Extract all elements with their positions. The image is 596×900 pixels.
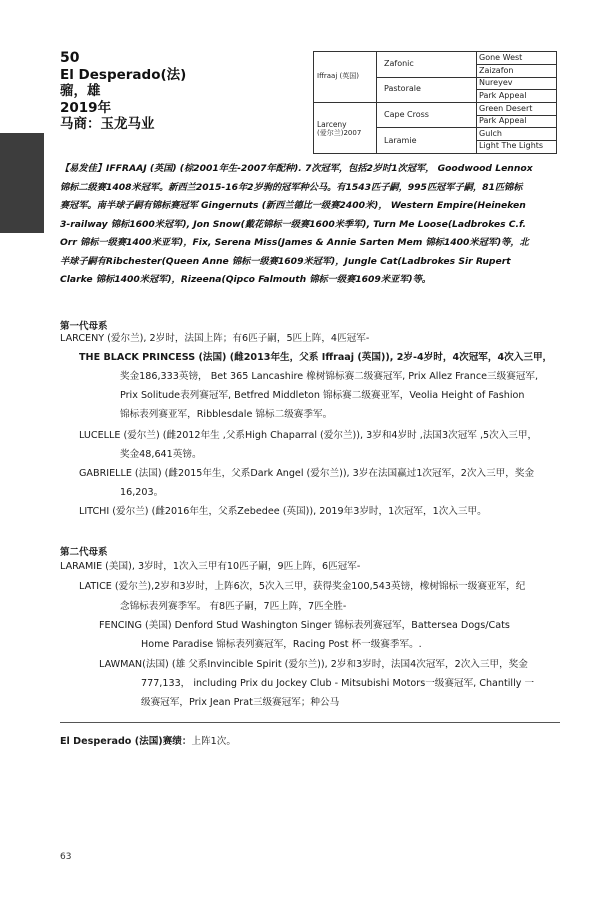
page-number: 63: [60, 852, 72, 862]
intro-line: 赛冠军。南半球子嗣有锦标赛冠军 Gingernuts (新西兰德比一级赛2400米)， Western Empire(Heineken: [60, 200, 526, 211]
first-dam-line: 奖金48,641英镑。: [120, 449, 202, 460]
pedigree-gen3-5: Green Desert: [479, 104, 533, 113]
first-dam-line: Prix Solitude表列赛冠军, Betfred Middleton 锦标赛二级赛亚军，Veolia Height of Fashion: [120, 390, 525, 401]
lot-number: 50: [60, 50, 80, 66]
pedigree-dam-sire: Cape Cross: [384, 110, 429, 119]
first-dam-line: LITCHI (爱尔兰) (雌2016年生，父系Zebedee (英国)), 2019年3岁时，1次冠军，1次入三甲。: [79, 506, 487, 517]
race-record: [60, 733, 236, 752]
pedigree-table: [313, 51, 557, 154]
intro-line: Clarke 锦标1400米冠军)，Rizeena(Qipco Falmouth 锦标一级赛1609米亚军)等。: [60, 274, 431, 285]
intro-line: Orr 锦标一级赛1400米亚军)，Fix, Serena Miss(James & Annie Sarten Mem 锦标1400米冠军)等，北: [60, 237, 529, 248]
pedigree-sire-dam: Pastorale: [384, 84, 421, 93]
horse-header: [60, 50, 186, 133]
side-tab: [0, 133, 44, 233]
pedigree-gen3-6: Park Appeal: [479, 116, 527, 125]
first-dam-line: 16,203。: [120, 487, 164, 498]
owner: 马商：玉龙马业: [60, 116, 155, 132]
intro-line: 3-railway 锦标1600米冠军), Jon Snow(戴花锦标一级赛1600米季军), Turn Me Loose(Ladbrokes C.f.: [60, 218, 526, 230]
race-record-value: 上阵1次。: [191, 736, 236, 747]
horse-name: El Desperado(法): [60, 66, 187, 83]
second-dam-line: LAWMAN(法国) (雄 父系Invincible Spirit (爱尔兰)), 2岁和3岁时，法国4次冠军，2次入三甲，奖金: [99, 659, 528, 670]
first-dam-title: 第一代母系: [60, 321, 108, 332]
first-dam-line: LARCENY (爱尔兰), 2岁时，法国上阵；有6匹子嗣，5匹上阵，4匹冠军-: [60, 333, 370, 344]
pedigree-dam-origin: (爱尔兰)2007: [317, 129, 362, 137]
second-dam-line: FENCING (美国) Denford Stud Washington Singer 锦标表列赛冠军，Battersea Dogs/Cats: [99, 620, 510, 631]
color-sex: 骝，雄: [60, 83, 101, 99]
pedigree-gen3-2: Zaizafon: [479, 66, 514, 75]
intro-line: 半球子嗣有Ribchester(Queen Anne 锦标一级赛1609米冠军)，Jungle Cat(Ladbrokes Sir Rupert: [60, 255, 511, 267]
second-dam-line: LARAMIE (美国), 3岁时，1次入三甲有10匹子嗣，9匹上阵，6匹冠军-: [60, 561, 361, 572]
race-record-label: El Desperado (法国)赛绩：: [60, 736, 192, 747]
second-dam-line: 念锦标表列赛季军。 有8匹子嗣，7匹上阵，7匹全胜-: [120, 601, 347, 612]
sire-intro: [60, 160, 560, 290]
second-dam-title: 第二代母系: [60, 547, 108, 558]
pedigree-gen3-8: Light The Lights: [479, 141, 544, 150]
first-dam-line: LUCELLE (爱尔兰) (雌2012年生 ,父系High Chaparral (爱尔兰)), 3岁和4岁时 ,法国3次冠军 ,5次入三甲，: [79, 430, 538, 441]
pedigree-gen3-1: Gone West: [479, 53, 523, 62]
first-dam-line: GABRIELLE (法国) (雌2015年生，父系Dark Angel (爱尔兰)), 3岁在法国赢过1次冠军，2次入三甲，奖金: [79, 468, 535, 479]
divider: [60, 722, 560, 723]
pedigree-sire-sire: Zafonic: [384, 59, 414, 68]
pedigree-dam-dam: Laramie: [384, 136, 417, 145]
pedigree-gen3-7: Gulch: [479, 129, 502, 138]
second-dam-line: LATICE (爱尔兰),2岁和3岁时，上阵6次，5次入三甲，获得奖金100,543英镑，橡树锦标一级赛亚军，纪: [79, 581, 526, 592]
first-dam-line: THE BLACK PRINCESS (法国) (雌2013年生，父系 Iffraaj (英国)), 2岁-4岁时，4次冠军，4次入三甲，: [79, 352, 553, 363]
second-dam-line: 777,133， including Prix du Jockey Club - Mitsubishi Motors一级赛冠军, Chantilly 一: [141, 678, 535, 689]
second-dam-line: 级赛冠军，Prix Jean Prat三级赛冠军；种公马: [141, 697, 340, 708]
pedigree-sire: Iffraaj (英国): [317, 72, 359, 80]
second-dam-line: Home Paradise 锦标表列赛冠军，Racing Post 杯一级赛季军。.: [141, 639, 422, 650]
pedigree-dam-name: Larceny: [317, 120, 347, 129]
first-dam-line: 奖金186,333英镑， Bet 365 Lancashire 橡树锦标赛二级赛冠军, Prix Allez France三级赛冠军,: [120, 371, 539, 382]
pedigree-gen3-3: Nureyev: [479, 78, 513, 87]
intro-line: 锦标二级赛1408米冠军。新西兰2015-16年2岁驹的冠军种公马。有1543匹子嗣，995匹冠军子嗣，81匹锦标: [60, 181, 523, 193]
first-dam-line: 锦标表列赛亚军，Ribblesdale 锦标二级赛季军。: [120, 409, 333, 420]
pedigree-gen3-4: Park Appeal: [479, 91, 527, 100]
birth-year: 2019年: [60, 99, 112, 116]
intro-line: 【易发佳】IFFRAAJ (英国) (棕2001年生-2007年配种). 7次冠军，包括2岁时1次冠军， Goodwood Lennox: [60, 163, 533, 174]
